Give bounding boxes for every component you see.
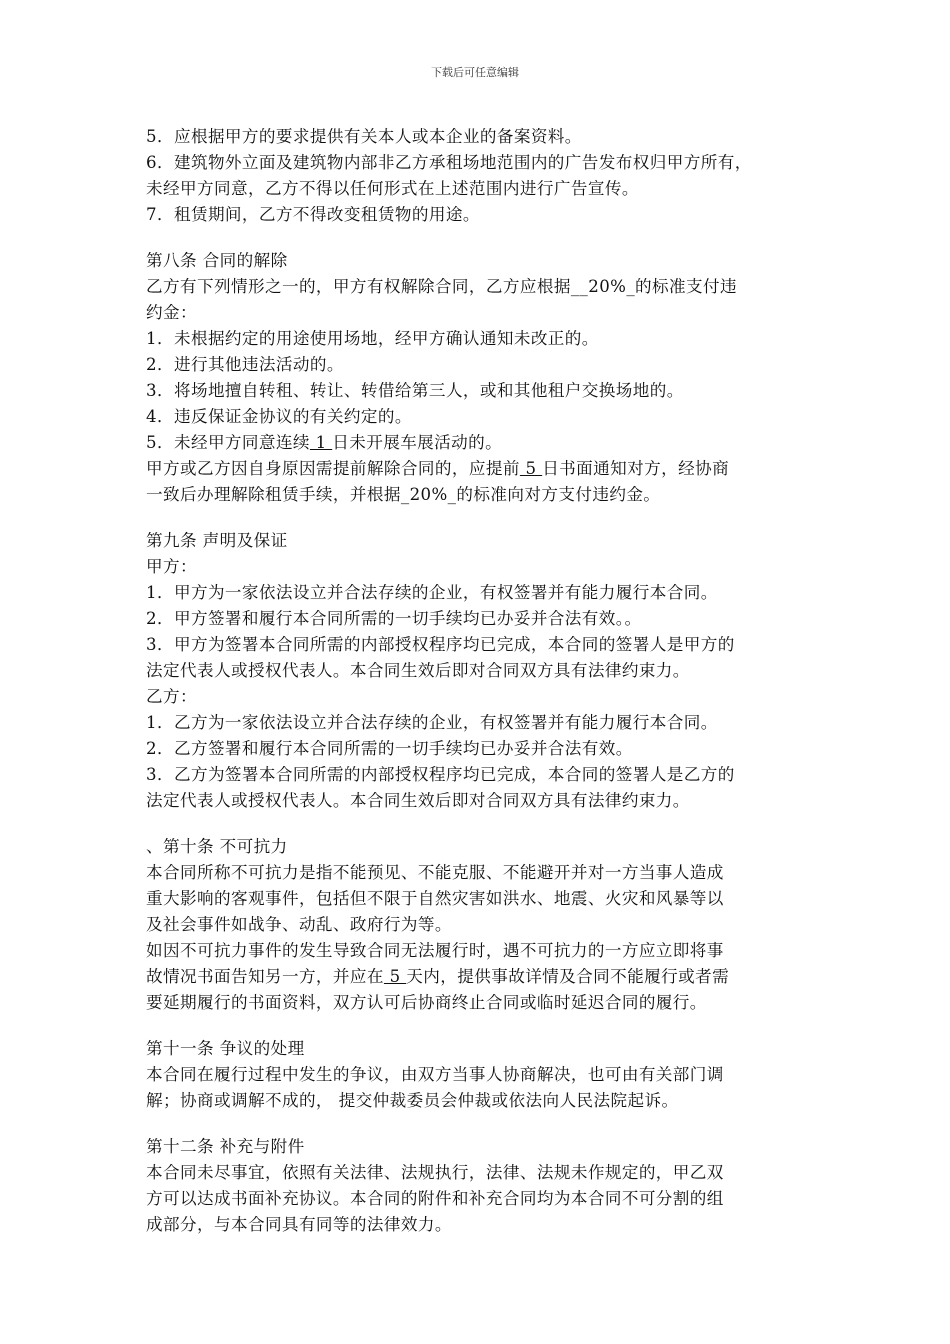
text-segment: 法定代表人或授权代表人。本合同生效后即对合同双方具有法律约束力。 <box>146 661 690 680</box>
text-line <box>146 860 818 886</box>
text-segment: 法定代表人或授权代表人。本合同生效后即对合同双方具有法律约束力。 <box>146 791 690 810</box>
text-line <box>146 150 818 176</box>
text-line <box>146 736 818 762</box>
text-line <box>146 124 818 150</box>
text-segment: 故情况书面告知另一方，并应在 <box>146 967 384 986</box>
text-segment: 4．违反保证金协议的有关约定的。 <box>146 407 412 426</box>
text-segment: 本合同未尽事宜，依照有关法律、法规执行，法律、法规未作规定的，甲乙双 <box>146 1163 724 1182</box>
text-line <box>146 658 818 684</box>
text-line <box>146 326 818 352</box>
text-line <box>146 580 818 606</box>
text-segment: 2．乙方签署和履行本合同所需的一切手续均已办妥并合法有效。 <box>146 739 633 758</box>
text-segment: 1．乙方为一家依法设立并合法存续的企业，有权签署并有能力履行本合同。 <box>146 713 718 732</box>
text-line <box>146 300 818 326</box>
text-segment: 解；协商或调解不成的， 提交仲裁委员会仲裁或依法向人民法院起诉。 <box>146 1091 679 1110</box>
page-header: 下载后可任意编辑 <box>431 66 519 79</box>
text-segment: 乙方： <box>146 687 197 706</box>
text-segment: 本合同所称不可抗力是指不能预见、不能克服、不能避开并对一方当事人造成 <box>146 863 724 882</box>
text-line <box>146 762 818 788</box>
text-segment: 乙方有下列情形之一的，甲方有权解除合同，乙方应根据__20%_的标准支付违 <box>146 277 737 296</box>
text-line <box>146 202 818 228</box>
text-segment: 及社会事件如战争、动乱、政府行为等。 <box>146 915 452 934</box>
text-segment: 甲方： <box>146 557 197 576</box>
text-segment: 天内，提供事故详情及合同不能履行或者需 <box>406 967 730 986</box>
text-line <box>146 274 818 300</box>
text-segment: 7．租赁期间，乙方不得改变租赁物的用途。 <box>146 205 480 224</box>
text-line <box>146 528 818 554</box>
text-segment: 本合同在履行过程中发生的争议，由双方当事人协商解决，也可由有关部门调 <box>146 1065 724 1084</box>
text-segment: 第九条 声明及保证 <box>146 531 288 550</box>
text-segment: 6．建筑物外立面及建筑物内部非乙方承租场地范围内的广告发布权归甲方所有， <box>146 153 752 172</box>
text-line <box>146 1088 818 1114</box>
paragraph-gap <box>146 228 818 248</box>
text-line <box>146 456 818 482</box>
paragraph-gap <box>146 508 818 528</box>
text-segment: 3．甲方为签署本合同所需的内部授权程序均已完成，本合同的签署人是甲方的 <box>146 635 735 654</box>
underlined-value: 1 <box>309 433 333 452</box>
text-segment: 第十一条 争议的处理 <box>146 1039 305 1058</box>
underlined-value: 5 <box>383 967 407 986</box>
text-segment: 成部分，与本合同具有同等的法律效力。 <box>146 1215 452 1234</box>
text-line <box>146 886 818 912</box>
text-line <box>146 1160 818 1186</box>
text-segment: 如因不可抗力事件的发生导致合同无法履行时，遇不可抗力的一方应立即将事 <box>146 941 724 960</box>
text-line <box>146 482 818 508</box>
text-line <box>146 554 818 580</box>
text-segment: 第八条 合同的解除 <box>146 251 288 270</box>
text-segment: 5．未经甲方同意连续 <box>146 433 310 452</box>
text-line <box>146 1134 818 1160</box>
text-line <box>146 938 818 964</box>
text-line <box>146 964 818 990</box>
text-line <box>146 684 818 710</box>
text-segment: 第十二条 补充与附件 <box>146 1137 305 1156</box>
paragraph-gap <box>146 1114 818 1134</box>
text-segment: 一致后办理解除租赁手续，并根据_20%_的标准向对方支付违约金。 <box>146 485 661 504</box>
text-line <box>146 352 818 378</box>
text-line <box>146 248 818 274</box>
text-segment: 1．甲方为一家依法设立并合法存续的企业，有权签署并有能力履行本合同。 <box>146 583 718 602</box>
text-line <box>146 606 818 632</box>
text-line <box>146 1212 818 1238</box>
text-segment: 约金： <box>146 303 197 322</box>
text-segment: 未经甲方同意，乙方不得以任何形式在上述范围内进行广告宣传。 <box>146 179 639 198</box>
text-line <box>146 404 818 430</box>
paragraph-gap <box>146 1016 818 1036</box>
text-line <box>146 990 818 1016</box>
text-line <box>146 378 818 404</box>
text-segment: 3．将场地擅自转租、转让、转借给第三人，或和其他租户交换场地的。 <box>146 381 684 400</box>
text-segment: 2．甲方签署和履行本合同所需的一切手续均已办妥并合法有效。。 <box>146 609 642 628</box>
text-line <box>146 176 818 202</box>
text-segment: 3．乙方为签署本合同所需的内部授权程序均已完成，本合同的签署人是乙方的 <box>146 765 735 784</box>
text-line <box>146 1062 818 1088</box>
text-line <box>146 430 818 456</box>
text-line <box>146 912 818 938</box>
text-segment: 1．未根据约定的用途使用场地，经甲方确认通知未改正的。 <box>146 329 599 348</box>
text-segment: 5．应根据甲方的要求提供有关本人或本企业的备案资料。 <box>146 127 582 146</box>
text-segment: 、第十条 不可抗力 <box>146 837 288 856</box>
text-segment: 重大影响的客观事件，包括但不限于自然灾害如洪水、地震、火灾和风暴等以 <box>146 889 724 908</box>
paragraph-gap <box>146 814 818 834</box>
text-line <box>146 1186 818 1212</box>
text-segment: 要延期履行的书面资料，双方认可后协商终止合同或临时延迟合同的履行。 <box>146 993 707 1012</box>
text-line <box>146 1036 818 1062</box>
text-segment: 日未开展车展活动的。 <box>332 433 503 452</box>
text-segment: 2．进行其他违法活动的。 <box>146 355 344 374</box>
document-body <box>146 124 818 1238</box>
underlined-value: 5 <box>519 459 543 478</box>
text-line <box>146 710 818 736</box>
text-segment: 甲方或乙方因自身原因需提前解除合同的，应提前 <box>146 459 520 478</box>
text-line <box>146 834 818 860</box>
text-line <box>146 788 818 814</box>
text-segment: 日书面通知对方，经协商 <box>542 459 730 478</box>
text-segment: 方可以达成书面补充协议。本合同的附件和补充合同均为本合同不可分割的组 <box>146 1189 724 1208</box>
text-line <box>146 632 818 658</box>
